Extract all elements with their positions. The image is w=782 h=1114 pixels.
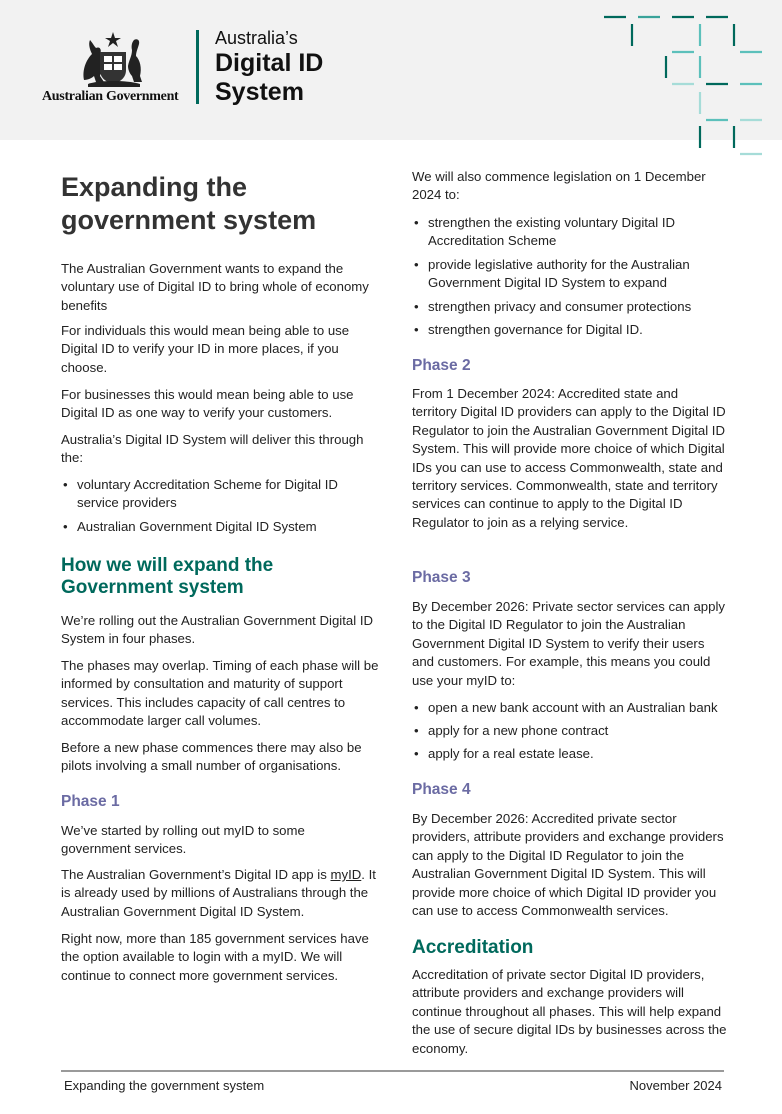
phase-1-text: The Australian Government’s Digital ID app is (61, 867, 331, 882)
footer-date: November 2024 (629, 1078, 722, 1093)
phase-1-text: . It is already used by millions of Australians through the Australian Government Digital ID System. (61, 867, 376, 919)
phase-3-paragraph: By December 2026: Private sector services can apply to the Digital ID Regulator to join the Australian Government Digital ID System to verify their users and customers. For example, this means you could use your myID to: (412, 599, 725, 688)
brand-line-2: Digital ID (215, 49, 324, 77)
intro-paragraph-1: The Australian Government wants to expand the voluntary use of Digital ID to bring whole of economy benefits (61, 261, 369, 313)
phase-4-heading: Phase 4 (412, 781, 471, 798)
intro-paragraph-4: Australia’s Digital ID System will deliver this through the: (61, 432, 364, 466)
phase-2-heading: Phase 2 (412, 357, 471, 374)
deliver-list-item: • Australian Government Digital ID System (61, 518, 377, 536)
brand-title (215, 27, 323, 107)
decorative-lines-graphic (596, 10, 782, 160)
myid-link[interactable]: myID (330, 867, 362, 882)
footer-title: Expanding the government system (64, 1078, 265, 1093)
phase-1-heading: Phase 1 (61, 793, 120, 810)
phase-3-list-item: • open a new bank account with an Australian bank (412, 699, 748, 717)
how-paragraph-2: The phases may overlap. Timing of each phase will be informed by consultation and maturity of support services. This includes capacity of call centres to accommodate larger call volumes. (61, 658, 379, 729)
accreditation-paragraph: Accreditation of private sector Digital ID providers, attribute providers and exchange providers will continue throughout all phases. This will help expand the use of secure digital IDs by businesses across the economy. (412, 967, 727, 1056)
how-paragraph-3: Before a new phase commences there may also be pilots involving a small number of organisations. (61, 740, 362, 774)
page-title: Expanding the government system (61, 172, 317, 235)
section-heading-how: How we will expand the Government system (61, 555, 274, 598)
brand-line-3: System (215, 78, 304, 106)
phase-1-paragraph-1: We’ve started by rolling out myID to some government services. (61, 823, 305, 857)
legislation-intro: We will also commence legislation on 1 December 2024 to: (412, 169, 706, 203)
deliver-list-item: • voluntary Accreditation Scheme for Digital ID service providers (61, 476, 367, 513)
footer-divider (61, 1070, 724, 1072)
phase-1-paragraph-2 (61, 866, 379, 921)
legislation-list-item: • provide legislative authority for the Australian Government Digital ID System to expand (412, 256, 728, 293)
phase-3-list-item: • apply for a real estate lease. (412, 745, 728, 763)
brand-line-1: Australia’s (215, 28, 298, 48)
coat-of-arms-icon (74, 30, 152, 88)
legislation-list-item: • strengthen privacy and consumer protections (412, 298, 728, 316)
header-banner (0, 0, 782, 140)
phase-1-paragraph-3: Right now, more than 185 government services have the option available to login with a myID. We will continue to connect more government services. (61, 931, 369, 983)
legislation-list-item: • strengthen the existing voluntary Digital ID Accreditation Scheme (412, 214, 708, 251)
intro-paragraph-3: For businesses this would mean being able to use Digital ID as one way to verify your customers. (61, 387, 354, 421)
divider-bar (196, 30, 199, 104)
intro-paragraph-2: For individuals this would mean being able to use Digital ID to verify your ID in more places, if you choose. (61, 323, 350, 375)
phase-4-paragraph: By December 2026: Accredited private sector providers, attribute providers and exchange providers can apply to the Digital ID Regulator to join the Australian Government Digital ID System. This will provide more choice of which Digital ID provider you can use to access Commonwealth services. (412, 811, 724, 919)
phase-2-paragraph: From 1 December 2024: Accredited state and territory Digital ID providers can apply to the Digital ID Regulator to join the Australian Government Digital ID System. This will provide more choice of which Digital IDs you can use to access Commonwealth, state and territory services. Commonwealth, state and territory services can continue to apply to the Digital ID Regulator to join as a relying service. (412, 386, 726, 530)
phase-3-heading: Phase 3 (412, 569, 471, 586)
section-heading-accreditation: Accreditation (412, 937, 534, 958)
how-paragraph-1: We’re rolling out the Australian Government Digital ID System in four phases. (61, 613, 374, 647)
phase-3-list-item: • apply for a new phone contract (412, 722, 728, 740)
legislation-list-item: • strengthen governance for Digital ID. (412, 321, 728, 339)
government-name: Australian Government (42, 89, 179, 104)
